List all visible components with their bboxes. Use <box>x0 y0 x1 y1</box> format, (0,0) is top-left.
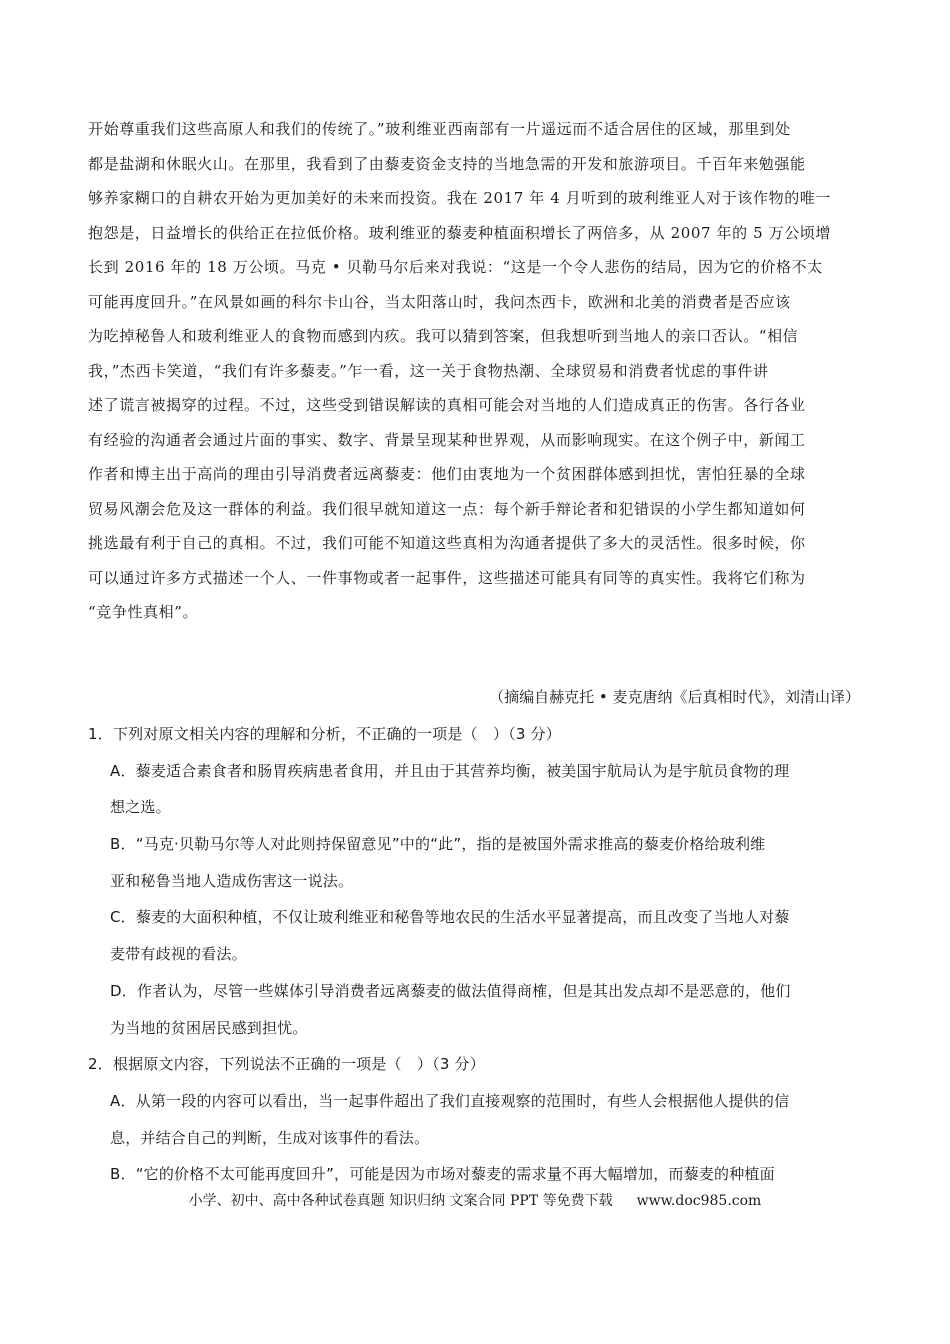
question-1-option-b: B．“马克·贝勒马尔等人对此则持保留意见”中的“此”，指的是被国外需求推高的藜麦价格给玻利维 <box>110 835 766 854</box>
passage-line: 述了谎言被揭穿的过程。不过，这些受到错误解读的真相可能会对当地的人们造成真正的伤害。各行各业 <box>88 396 806 414</box>
passage-line: 抱怨是，日益增长的供给正在拉低价格。玻利维亚的藜麦种植面积增长了两倍多，从 2007 年的 5 万公顷增 <box>88 223 831 242</box>
question-1-stem: 1．下列对原文相关内容的理解和分析，不正确的一项是（ ）（3 分） <box>88 725 561 743</box>
question-2-stem: 2．根据原文内容，下列说法不正确的一项是（ ）（3 分） <box>88 1055 485 1074</box>
passage-source-citation: （摘编自赫克托 • 麦克唐纳《后真相时代》，刘清山译） <box>489 688 860 706</box>
question-2-option-a-cont: 息，并结合自己的判断，生成对该事件的看法。 <box>110 1128 430 1147</box>
question-1-option-a-cont: 想之选。 <box>110 798 171 817</box>
passage-line: 有经验的沟通者会通过片面的事实、数字、背景呈现某种世界观，从而影响现实。在这个例子中，新闻工 <box>88 430 806 449</box>
passage-line: 作者和博主出于高尚的理由引导消费者远离藜麦：他们由衷地为一个贫困群体感到担忧，害怕狂暴的全球 <box>88 465 806 483</box>
question-1-option-c: C．藜麦的大面积种植，不仅让玻利维亚和秘鲁等地农民的生活水平显著提高，而且改变了当地人对藜 <box>110 908 790 927</box>
question-2-option-a: A．从第一段的内容可以看出，当一起事件超出了我们直接观察的范围时，有些人会根据他人提供的信 <box>110 1091 790 1110</box>
passage-line: 可以通过许多方式描述一个人、一件事物或者一起事件，这些描述可能具有同等的真实性。我将它们称为 <box>88 568 806 587</box>
passage-line: 够养家糊口的自耕农开始为更加美好的未来而投资。我在 2017 年 4 月听到的玻利维亚人对于该作物的唯一 <box>88 189 831 207</box>
passage-line: 开始尊重我们这些高原人和我们的传统了。”玻利维亚西南部有一片遥远而不适合居住的区域，那里到处 <box>88 120 791 138</box>
passage-line: 长到 2016 年的 18 万公顷。马克 • 贝勒马尔后来对我说：“这是一个令人悲伤的结局，因为它的价格不太 <box>88 258 823 276</box>
question-2-option-b: B．“它的价格不太可能再度回升”，可能是因为市场对藜麦的需求量不再大幅增加，而藜麦的种植面 <box>110 1165 775 1184</box>
reading-passage <box>88 112 868 630</box>
question-list <box>88 716 868 1193</box>
footer-url-link[interactable]: www.doc985.com <box>636 1193 762 1209</box>
question-1-option-a: A．藜麦适合素食者和肠胃疾病患者食用，并且由于其营养均衡，被美国宇航局认为是宇航员食物的理 <box>110 761 790 780</box>
passage-line: 为吃掉秘鲁人和玻利维亚人的食物而感到内疚。我可以猜到答案，但我想听到当地人的亲口否认。“相信 <box>88 327 799 345</box>
question-1-option-c-cont: 麦带有歧视的看法。 <box>110 945 247 964</box>
passage-line: 都是盐湖和休眠火山。在那里，我看到了由藜麦资金支持的当地急需的开发和旅游项目。千百年来勉强能 <box>88 154 806 173</box>
passage-line: “竞争性真相”。 <box>88 603 199 621</box>
page-footer <box>0 1188 950 1214</box>
passage-line: 我，”杰西卡笑道，“我们有许多藜麦。”乍一看，这一关于食物热潮、全球贸易和消费者忧虑的事件讲 <box>88 361 769 380</box>
question-1-option-d: D．作者认为，尽管一些媒体引导消费者远离藜麦的做法值得商榷，但是其出发点却不是恶意的，他们 <box>110 981 791 1000</box>
passage-line: 可能再度回升。”在风景如画的科尔卡山谷，当太阳落山时，我问杰西卡，欧洲和北美的消费者是否应该 <box>88 292 791 311</box>
passage-line: 贸易风潮会危及这一群体的利益。我们很早就知道这一点：每个新手辩论者和犯错误的小学生都知道如何 <box>88 499 806 518</box>
question-1-option-b-cont: 亚和秘鲁当地人造成伤害这一说法。 <box>110 871 354 890</box>
footer-text: 小学、初中、高中各种试卷真题 知识归纳 文案合同 PPT 等免费下载 <box>188 1193 613 1209</box>
question-1-option-d-cont: 为当地的贫困居民感到担忧。 <box>110 1018 308 1037</box>
passage-line: 挑选最有利于自己的真相。不过，我们可能不知道这些真相为沟通者提供了多大的灵活性。很多时候，你 <box>88 534 806 552</box>
